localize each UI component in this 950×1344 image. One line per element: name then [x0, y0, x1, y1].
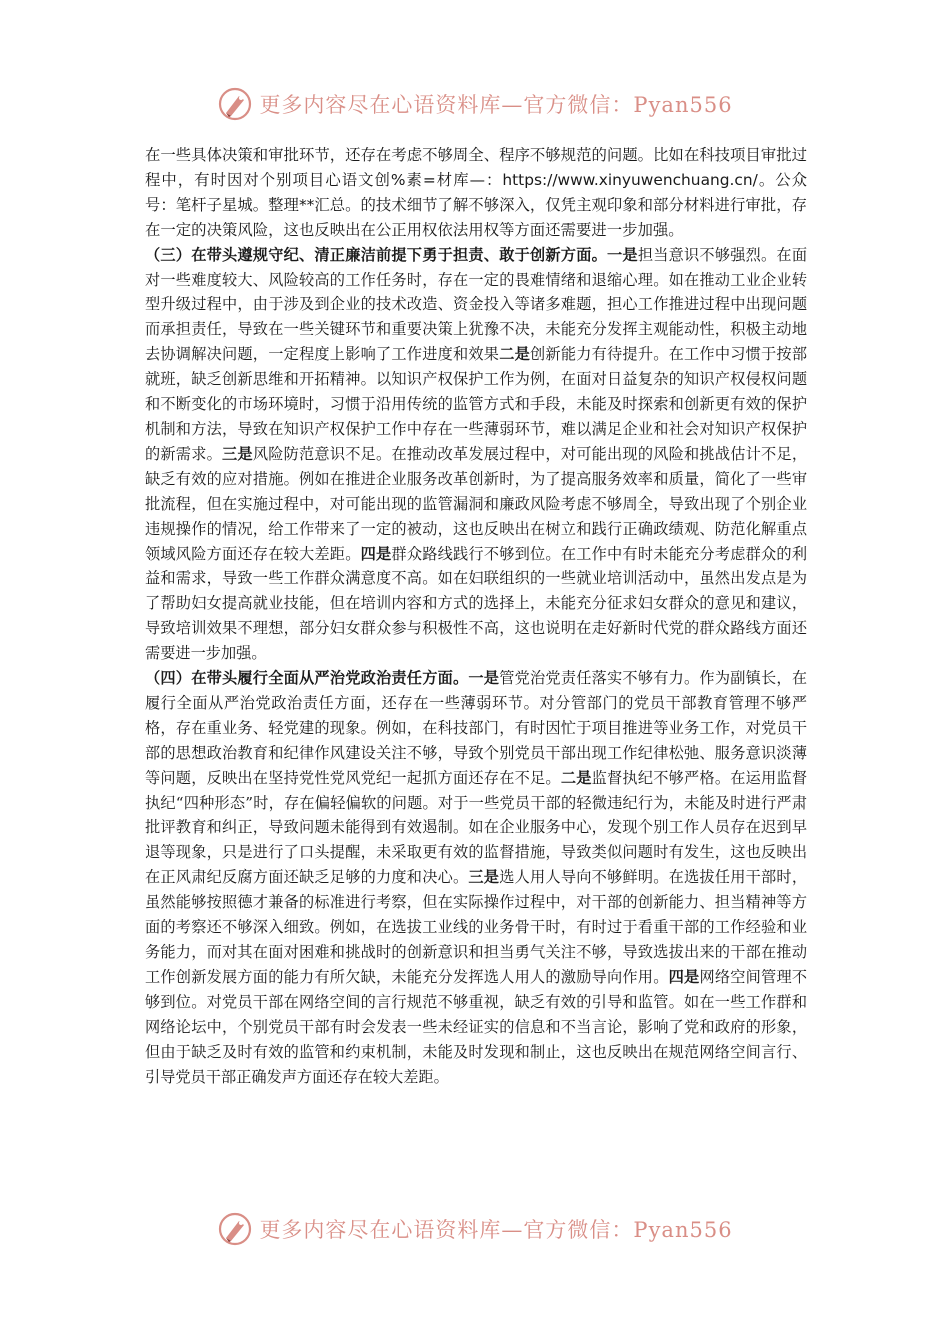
watermark-text: 更多内容尽在心语资料库—官方微信：Pyan556	[259, 93, 733, 117]
bold-lead-text: 二是	[499, 345, 531, 364]
bold-lead-text: 四是	[668, 967, 700, 986]
section-four-paragraph	[145, 666, 807, 1089]
bold-lead-text: 三是	[222, 444, 253, 463]
header-watermark-banner	[0, 84, 950, 124]
bold-lead-text: 三是	[468, 868, 500, 887]
body-text: 管党治党责任落实不够有力。作为副镇长，在履行全面从严治党政治责任方面，还存在一些薄弱环节。对分管部门的党员干部教育管理不够严格，存在重业务、轻党建的现象。例如，在科技部门，有时因忙于项目推进等业务工作，对党员干部的思想政治教育和纪律作风建设关注不够，导致个别党员干部出现工作纪律松弛、服务意识淡薄等问题，反映出在坚持党性党风党纪一起抓方面还存在不足。	[145, 669, 808, 787]
body-text: 群众路线践行不够到位。在工作中有时未能充分考虑群众的利益和需求，导致一些工作群众满意度不高。如在妇联组织的一些就业培训活动中，虽然出发点是为了帮助妇女提高就业技能，但在培训内容和方式的选择上，未能充分征求妇女群众的意见和建议，导致培训效果不理想，部分妇女群众参与积极性不高，这也说明在走好新时代党的群众路线方面还需要进一步加强。	[145, 544, 808, 663]
bold-lead-text: （四）在带头履行全面从严治党政治责任方面。一是	[145, 669, 500, 688]
body-text: 担当意识不够强烈。在面对一些难度较大、风险较高的工作任务时，存在一定的畏难情绪和退缩心理。如在推动工业企业转型升级过程中，由于涉及到企业的技术改造、资金投入等诸多难题，担心工作推进过程中出现问题而承担责任，导致在一些关键环节和重要决策上犹豫不决，未能充分发挥主观能动性，积极主动地去协调解决问题，一定程度上影响了工作进度和效果	[145, 245, 808, 364]
body-text: 在一些具体决策和审批环节，还存在考虑不够周全、程序不够规范的问题。比如在科技项目审批过程中，有时因对个别项目心语文创%素=材库—：https://www.xinyuwenchuang.cn/。公众号：笔杆子星城。整理**汇总。的技术细节了解不够深入，仅凭主观印象和部分材料进行审批，存在一定的决策风险，这也反映出在公正用权依法用权等方面还需要进一步加强。	[145, 146, 807, 239]
body-text: 网络空间管理不够到位。对党员干部在网络空间的言行规范不够重视，缺乏有效的引导和监管。如在一些工作群和网络论坛中，个别党员干部有时会发表一些未经证实的信息和不当言论，影响了党和政府的形象，但由于缺乏及时有效的监管和约束机制，未能及时发现和制止，这也反映出在规范网络空间言行、引导党员干部正确发声方面还存在较大差距。	[145, 967, 808, 1086]
pen-logo-icon	[217, 86, 253, 122]
bold-lead-text: （三）在带头遵规守纪、清正廉洁前提下勇于担责、敢于创新方面。一是	[145, 245, 638, 264]
footer-watermark-banner	[0, 1209, 950, 1249]
bold-lead-text: 四是	[360, 544, 392, 563]
body-text: 创新能力有待提升。在工作中习惯于按部就班，缺乏创新思维和开拓精神。以知识产权保护工作为例，在面对日益复杂的知识产权侵权问题和不断变化的市场环境时，习惯于沿用传统的监管方式和手段，未能及时探索和创新更有效的保护机制和方法，导致在知识产权保护工作中存在一些薄弱环节，难以满足企业和社会对知识产权保护的新需求。	[145, 345, 808, 463]
body-text: 风险防范意识不足。在推动改革发展过程中，对可能出现的风险和挑战估计不足，缺乏有效的应对措施。例如在推进企业服务改革创新时，为了提高服务效率和质量，简化了一些审批流程，但在实施过程中，对可能出现的监管漏洞和廉政风险考虑不够周全，导致出现了个别企业违规操作的情况，给工作带来了一定的被动，这也反映出在树立和践行正确政绩观、防范化解重点领域风险方面还存在较大差距。	[145, 444, 808, 563]
document-body	[145, 143, 807, 1089]
pen-logo-icon	[217, 1211, 253, 1247]
watermark-text: 更多内容尽在心语资料库—官方微信：Pyan556	[259, 1218, 733, 1242]
section-three-paragraph	[145, 243, 807, 666]
body-text: 选人用人导向不够鲜明。在选拔任用干部时，虽然能够按照德才兼备的标准进行考察，但在实际操作过程中，对干部的创新能力、担当精神等方面的考察还不够深入细致。例如，在选拔工业线的业务骨干时，有时过于看重干部的工作经验和业务能力，而对其在面对困难和挑战时的创新意识和担当勇气关注不够，导致选拔出来的干部在推动工作创新发展方面的能力有所欠缺，未能充分发挥选人用人的激励导向作用。	[145, 868, 808, 986]
bold-lead-text: 二是	[560, 768, 592, 787]
paragraph-continuation	[145, 143, 807, 243]
body-text: 监督执纪不够严格。在运用监督执纪“四种形态”时，存在偏轻偏软的问题。对于一些党员干部的轻微违纪行为，未能及时进行严肃批评教育和纠正，导致问题未能得到有效遏制。如在企业服务中心，发现个别工作人员存在迟到早退等现象，只是进行了口头提醒，未采取更有效的监督措施，导致类似问题时有发生，这也反映出在正风肃纪反腐方面还缺乏足够的力度和决心。	[145, 768, 808, 887]
